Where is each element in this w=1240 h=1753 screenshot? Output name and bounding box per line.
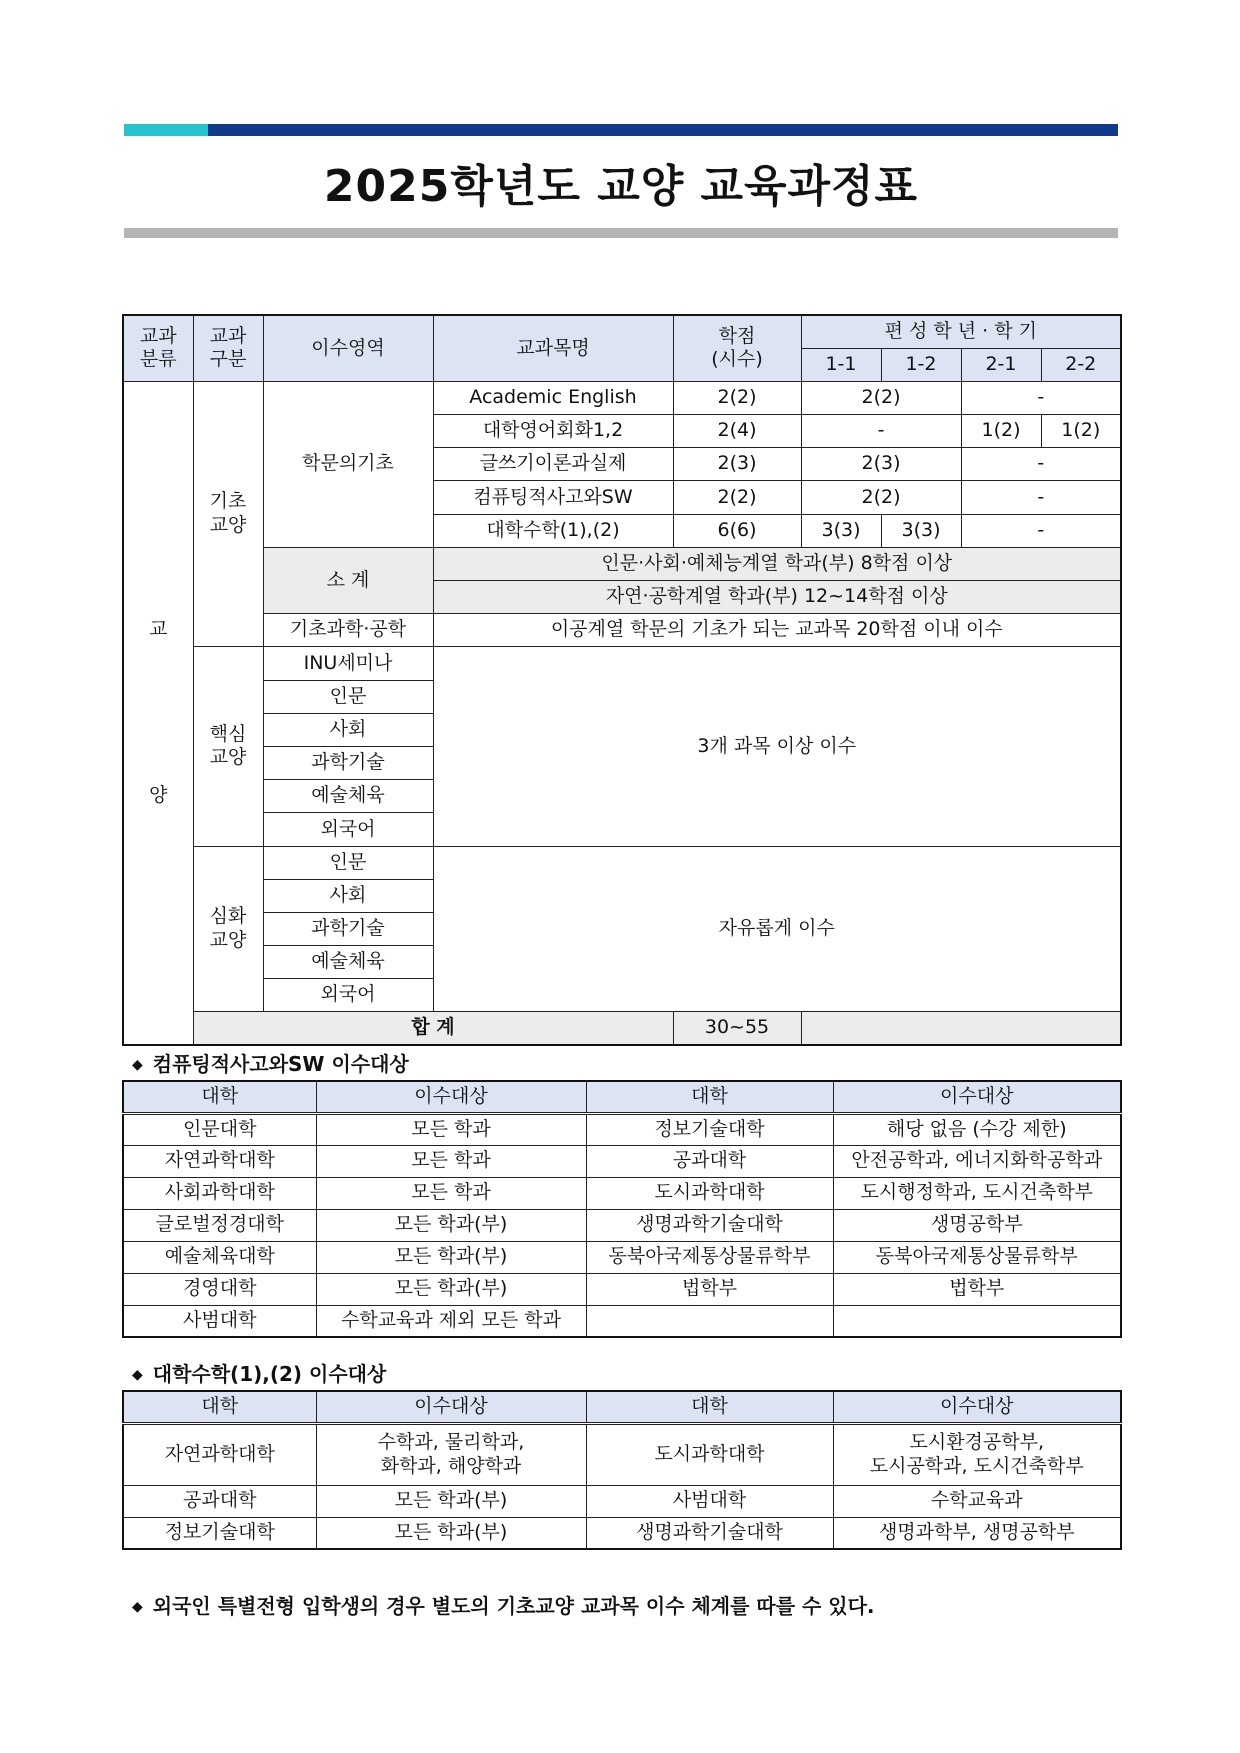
advanced-area: 사회 <box>263 879 433 912</box>
total-value: 30~55 <box>673 1012 801 1045</box>
core-area: 외국어 <box>263 813 433 846</box>
sw-target-table <box>122 1080 1122 1338</box>
header-college: 대학 <box>123 1391 316 1423</box>
schedule-year2: - <box>961 448 1121 481</box>
schedule-year1: 2(2) <box>801 481 961 514</box>
table-row <box>123 1177 1121 1209</box>
total-label: 합 계 <box>193 1012 673 1045</box>
college-cell: 자연과학대학 <box>123 1145 316 1177</box>
schedule-year1: 2(2) <box>801 381 961 414</box>
table-row <box>123 381 1121 414</box>
college-cell: 자연과학대학 <box>123 1423 316 1485</box>
target-cell: 모든 학과(부) <box>316 1485 586 1517</box>
college-cell: 글로벌정경대학 <box>123 1209 316 1241</box>
target-cell: 법학부 <box>833 1273 1121 1305</box>
target-cell: 동북아국제통상물류학부 <box>833 1241 1121 1273</box>
schedule-sem-1-2: 3(3) <box>881 514 961 547</box>
table-row <box>123 1241 1121 1273</box>
type-advanced: 심화 교양 <box>193 846 263 1012</box>
table-row <box>123 1145 1121 1177</box>
header-sem-1-1: 1-1 <box>801 348 881 381</box>
target-cell: 모든 학과(부) <box>316 1209 586 1241</box>
college-cell: 동북아국제통상물류학부 <box>586 1241 833 1273</box>
core-area: 사회 <box>263 713 433 746</box>
college-cell: 생명과학기술대학 <box>586 1209 833 1241</box>
college-cell: 정보기술대학 <box>586 1113 833 1145</box>
header-college: 대학 <box>123 1081 316 1113</box>
course-credits: 2(2) <box>673 481 801 514</box>
advanced-area: 과학기술 <box>263 912 433 945</box>
diamond-bullet-icon: ◆ <box>132 1057 143 1073</box>
schedule-year2: - <box>961 514 1121 547</box>
college-cell: 예술체육대학 <box>123 1241 316 1273</box>
college-cell: 정보기술대학 <box>123 1517 316 1549</box>
target-cell: 수학과, 물리학과, 화학과, 해양학과 <box>316 1423 586 1485</box>
target-cell: 해당 없음 (수강 제한) <box>833 1113 1121 1145</box>
college-cell: 경영대학 <box>123 1273 316 1305</box>
page-title: 2025학년도 교양 교육과정표 <box>323 161 919 212</box>
target-cell: 모든 학과 <box>316 1113 586 1145</box>
header-target: 이수대상 <box>316 1391 586 1423</box>
header-sem-2-2: 2-2 <box>1041 348 1121 381</box>
college-cell: 공과대학 <box>123 1485 316 1517</box>
header-course: 교과목명 <box>433 315 673 381</box>
table-row <box>123 1209 1121 1241</box>
subtotal-row <box>123 547 1121 580</box>
schedule-sem-2-2: 1(2) <box>1041 415 1121 448</box>
college-cell: 사범대학 <box>123 1305 316 1337</box>
accent-bar-cyan <box>124 124 208 136</box>
subtotal-line-1: 인문·사회·예체능계열 학과(부) 8학점 이상 <box>433 547 1121 580</box>
diamond-bullet-icon: ◆ <box>132 1367 143 1383</box>
header-schedule: 편 성 학 년 · 학 기 <box>801 315 1121 348</box>
table-row <box>123 846 1121 879</box>
target-cell: 안전공학과, 에너지화학공학과 <box>833 1145 1121 1177</box>
college-cell: 공과대학 <box>586 1145 833 1177</box>
college-cell: 사범대학 <box>586 1485 833 1517</box>
schedule-year2: - <box>961 481 1121 514</box>
advanced-requirement: 자유롭게 이수 <box>433 846 1121 1012</box>
target-cell: 모든 학과(부) <box>316 1273 586 1305</box>
total-row <box>123 1012 1121 1045</box>
sw-header-row <box>123 1081 1121 1113</box>
area-basic-science: 기초과학·공학 <box>263 614 433 647</box>
math-section-heading: ◆ 대학수학(1),(2) 이수대상 <box>132 1362 387 1386</box>
schedule-year1: - <box>801 415 961 448</box>
course-credits: 2(3) <box>673 448 801 481</box>
college-cell: 사회과학대학 <box>123 1177 316 1209</box>
target-cell: 모든 학과(부) <box>316 1517 586 1549</box>
footnote: ◆ 외국인 특별전형 입학생의 경우 별도의 기초교양 교과목 이수 체계를 따를 수 있다. <box>132 1594 875 1618</box>
category-cell: 교 양 <box>123 381 193 1045</box>
table-row <box>123 1517 1121 1549</box>
course-name: Academic English <box>433 381 673 414</box>
table-row <box>123 614 1121 647</box>
target-cell: 도시행정학과, 도시건축학부 <box>833 1177 1121 1209</box>
header-row-1 <box>123 315 1121 348</box>
title-underline <box>124 228 1118 238</box>
schedule-year1: 2(3) <box>801 448 961 481</box>
course-credits: 2(4) <box>673 415 801 448</box>
course-name: 대학수학(1),(2) <box>433 514 673 547</box>
course-credits: 6(6) <box>673 514 801 547</box>
schedule-sem-1-1: 3(3) <box>801 514 881 547</box>
target-cell: 도시환경공학부, 도시공학과, 도시건축학부 <box>833 1423 1121 1485</box>
area-academic-basics: 학문의기초 <box>263 381 433 547</box>
type-basic: 기초 교양 <box>193 381 263 647</box>
college-cell: 인문대학 <box>123 1113 316 1145</box>
core-area: 과학기술 <box>263 746 433 779</box>
table-row <box>123 1423 1121 1485</box>
header-target: 이수대상 <box>833 1391 1121 1423</box>
subtotal-line-2: 자연·공학계열 학과(부) 12~14학점 이상 <box>433 581 1121 614</box>
core-area: INU세미나 <box>263 647 433 680</box>
table-row <box>123 1113 1121 1145</box>
sw-section-heading: ◆ 컴퓨팅적사고와SW 이수대상 <box>132 1052 409 1076</box>
course-credits: 2(2) <box>673 381 801 414</box>
header-category: 교과 분류 <box>123 315 193 381</box>
header-target: 이수대상 <box>833 1081 1121 1113</box>
target-cell: 수학교육과 <box>833 1485 1121 1517</box>
target-cell: 생명공학부 <box>833 1209 1121 1241</box>
subtotal-label: 소 계 <box>263 547 433 613</box>
target-cell: 모든 학과 <box>316 1145 586 1177</box>
total-empty <box>801 1012 1121 1045</box>
header-target: 이수대상 <box>316 1081 586 1113</box>
target-cell <box>833 1305 1121 1337</box>
college-cell: 도시과학대학 <box>586 1177 833 1209</box>
target-cell: 모든 학과 <box>316 1177 586 1209</box>
core-area: 예술체육 <box>263 780 433 813</box>
header-area: 이수영역 <box>263 315 433 381</box>
header-college: 대학 <box>586 1391 833 1423</box>
college-cell: 도시과학대학 <box>586 1423 833 1485</box>
table-row <box>123 647 1121 680</box>
header-sem-2-1: 2-1 <box>961 348 1041 381</box>
header-sem-1-2: 1-2 <box>881 348 961 381</box>
type-core: 핵심 교양 <box>193 647 263 846</box>
schedule-sem-2-1: 1(2) <box>961 415 1041 448</box>
college-cell: 법학부 <box>586 1273 833 1305</box>
college-cell: 생명과학기술대학 <box>586 1517 833 1549</box>
basic-science-text: 이공계열 학문의 기초가 되는 교과목 20학점 이내 이수 <box>433 614 1121 647</box>
title-accent-bar <box>124 124 1118 136</box>
advanced-area: 외국어 <box>263 979 433 1012</box>
course-name: 컴퓨팅적사고와SW <box>433 481 673 514</box>
advanced-area: 인문 <box>263 846 433 879</box>
college-cell <box>586 1305 833 1337</box>
table-row <box>123 1485 1121 1517</box>
header-type: 교과 구분 <box>193 315 263 381</box>
target-cell: 생명과학부, 생명공학부 <box>833 1517 1121 1549</box>
math-header-row <box>123 1391 1121 1423</box>
schedule-year2: - <box>961 381 1121 414</box>
advanced-area: 예술체육 <box>263 946 433 979</box>
target-cell: 수학교육과 제외 모든 학과 <box>316 1305 586 1337</box>
table-row <box>123 1305 1121 1337</box>
course-name: 대학영어회화1,2 <box>433 415 673 448</box>
accent-bar-navy <box>208 124 1118 136</box>
table-row <box>123 1273 1121 1305</box>
curriculum-table <box>122 314 1122 1046</box>
core-requirement: 3개 과목 이상 이수 <box>433 647 1121 846</box>
math-target-table <box>122 1390 1122 1550</box>
course-name: 글쓰기이론과실제 <box>433 448 673 481</box>
header-college: 대학 <box>586 1081 833 1113</box>
diamond-bullet-icon: ◆ <box>132 1599 143 1615</box>
core-area: 인문 <box>263 680 433 713</box>
header-credits: 학점 (시수) <box>673 315 801 381</box>
target-cell: 모든 학과(부) <box>316 1241 586 1273</box>
